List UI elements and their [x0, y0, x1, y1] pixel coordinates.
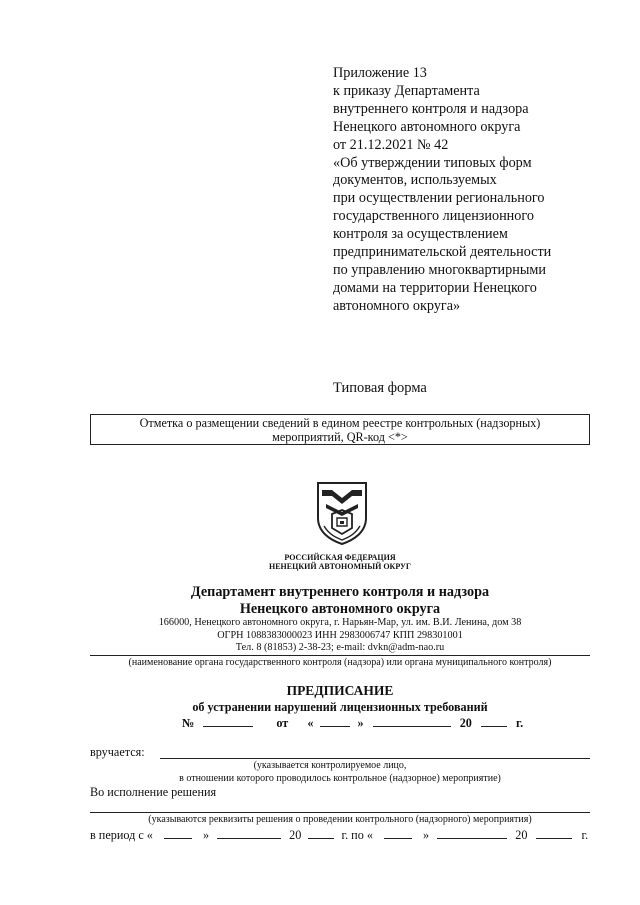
divider: [90, 655, 590, 656]
registry-box: [90, 414, 590, 445]
region-name: НЕНЕЦКИЙ АВТОНОМНЫЙ ОКРУГ: [268, 562, 411, 571]
document-subtitle: об устранении нарушений лицензионных требований: [192, 700, 488, 714]
quote-close: »: [423, 828, 430, 842]
ogrn-text: ОГРН 1088383000023 ИНН 2983006747 КПП 298301001: [217, 629, 463, 641]
year-prefix: 20: [459, 716, 472, 730]
annex-line: документов, используемых: [333, 172, 497, 189]
document-title: ПРЕДПИСАНИЕ: [286, 683, 394, 698]
period-year-suffix: г.: [581, 828, 589, 842]
served-caption: в отношении которого проводилось контрольное (надзорное) мероприятие): [179, 773, 501, 784]
period-year-blank[interactable]: [308, 828, 334, 839]
decision-blank[interactable]: [90, 812, 590, 813]
served-label: вручается:: [90, 745, 145, 759]
annex-line: от 21.12.2021 № 42: [333, 136, 449, 153]
country-name: РОССИЙСКАЯ ФЕДЕРАЦИЯ: [284, 553, 396, 562]
document-number-line: [182, 716, 523, 731]
period-to: по: [351, 828, 364, 842]
period-month-blank[interactable]: [437, 828, 507, 839]
annex-line: Приложение 13: [333, 65, 427, 81]
quote-close: »: [357, 716, 364, 730]
period-day-blank[interactable]: [384, 828, 412, 839]
contacts-text: Тел. 8 (81853) 2-38-23; e-mail: dvkn@adm-nao.ru: [235, 642, 445, 653]
period-year: 20: [515, 828, 528, 842]
year-suffix: г.: [515, 716, 524, 730]
period-line: [90, 828, 588, 843]
department-requisites: [90, 617, 590, 655]
annex-line: автономного округа»: [333, 297, 461, 314]
nenets-coat-of-arms-icon: [314, 480, 370, 546]
decision-caption: (указываются реквизиты решения о проведении контрольного (надзорного) мероприятия): [148, 814, 532, 825]
annex-line: по управлению многоквартирными: [333, 261, 546, 278]
period-month-blank[interactable]: [217, 828, 281, 839]
address-text: 166000, Ненецкого автономного округа, г. Нарьян-Мар, ул. им. В.И. Ленина, дом 38: [158, 617, 522, 628]
org-caption: (наименование органа государственного контроля (надзора) или органа муниципального контроля): [128, 657, 552, 668]
served-caption: (указывается контролируемое лицо,: [253, 760, 407, 771]
period-year-blank[interactable]: [536, 828, 572, 839]
annex-line: государственного лицензионного: [333, 208, 534, 225]
number-blank[interactable]: [203, 716, 253, 727]
form-type-label: Типовая форма: [333, 380, 427, 396]
quote-open: «: [146, 828, 153, 842]
month-blank[interactable]: [373, 716, 451, 727]
country-header: [240, 553, 440, 571]
day-blank[interactable]: [320, 716, 350, 727]
from-word: от: [276, 716, 289, 730]
annex-line: при осуществлении регионального: [333, 190, 545, 207]
decision-label: Во исполнение решения: [90, 785, 217, 799]
department-line: Департамент внутреннего контроля и надзора: [190, 584, 490, 600]
registry-box-line: мероприятий, QR-код <*>: [272, 430, 408, 444]
annex-block: [333, 65, 551, 316]
annex-line: домами на территории Ненецкого: [333, 279, 537, 296]
annex-line: предпринимательской деятельности: [333, 244, 552, 261]
period-year: 20: [289, 828, 302, 842]
period-year-suffix: г.: [341, 828, 349, 842]
year-blank[interactable]: [481, 716, 507, 727]
number-sign: №: [182, 716, 195, 730]
department-line: Ненецкого автономного округа: [239, 601, 441, 617]
period-label: в период с: [90, 828, 144, 842]
quote-open: «: [366, 828, 373, 842]
served-blank[interactable]: [160, 758, 590, 759]
registry-box-line: Отметка о размещении сведений в едином реестре контрольных (надзорных): [139, 416, 541, 430]
annex-line: Ненецкого автономного округа: [333, 118, 521, 135]
annex-line: внутреннего контроля и надзора: [333, 100, 529, 117]
department-name: [90, 584, 590, 618]
annex-line: контроля за осуществлением: [333, 226, 508, 243]
quote-close: »: [202, 828, 210, 842]
quote-open: «: [307, 716, 314, 730]
annex-line: к приказу Департамента: [333, 82, 480, 99]
period-day-blank[interactable]: [164, 828, 192, 839]
annex-line: «Об утверждении типовых форм: [333, 154, 532, 171]
